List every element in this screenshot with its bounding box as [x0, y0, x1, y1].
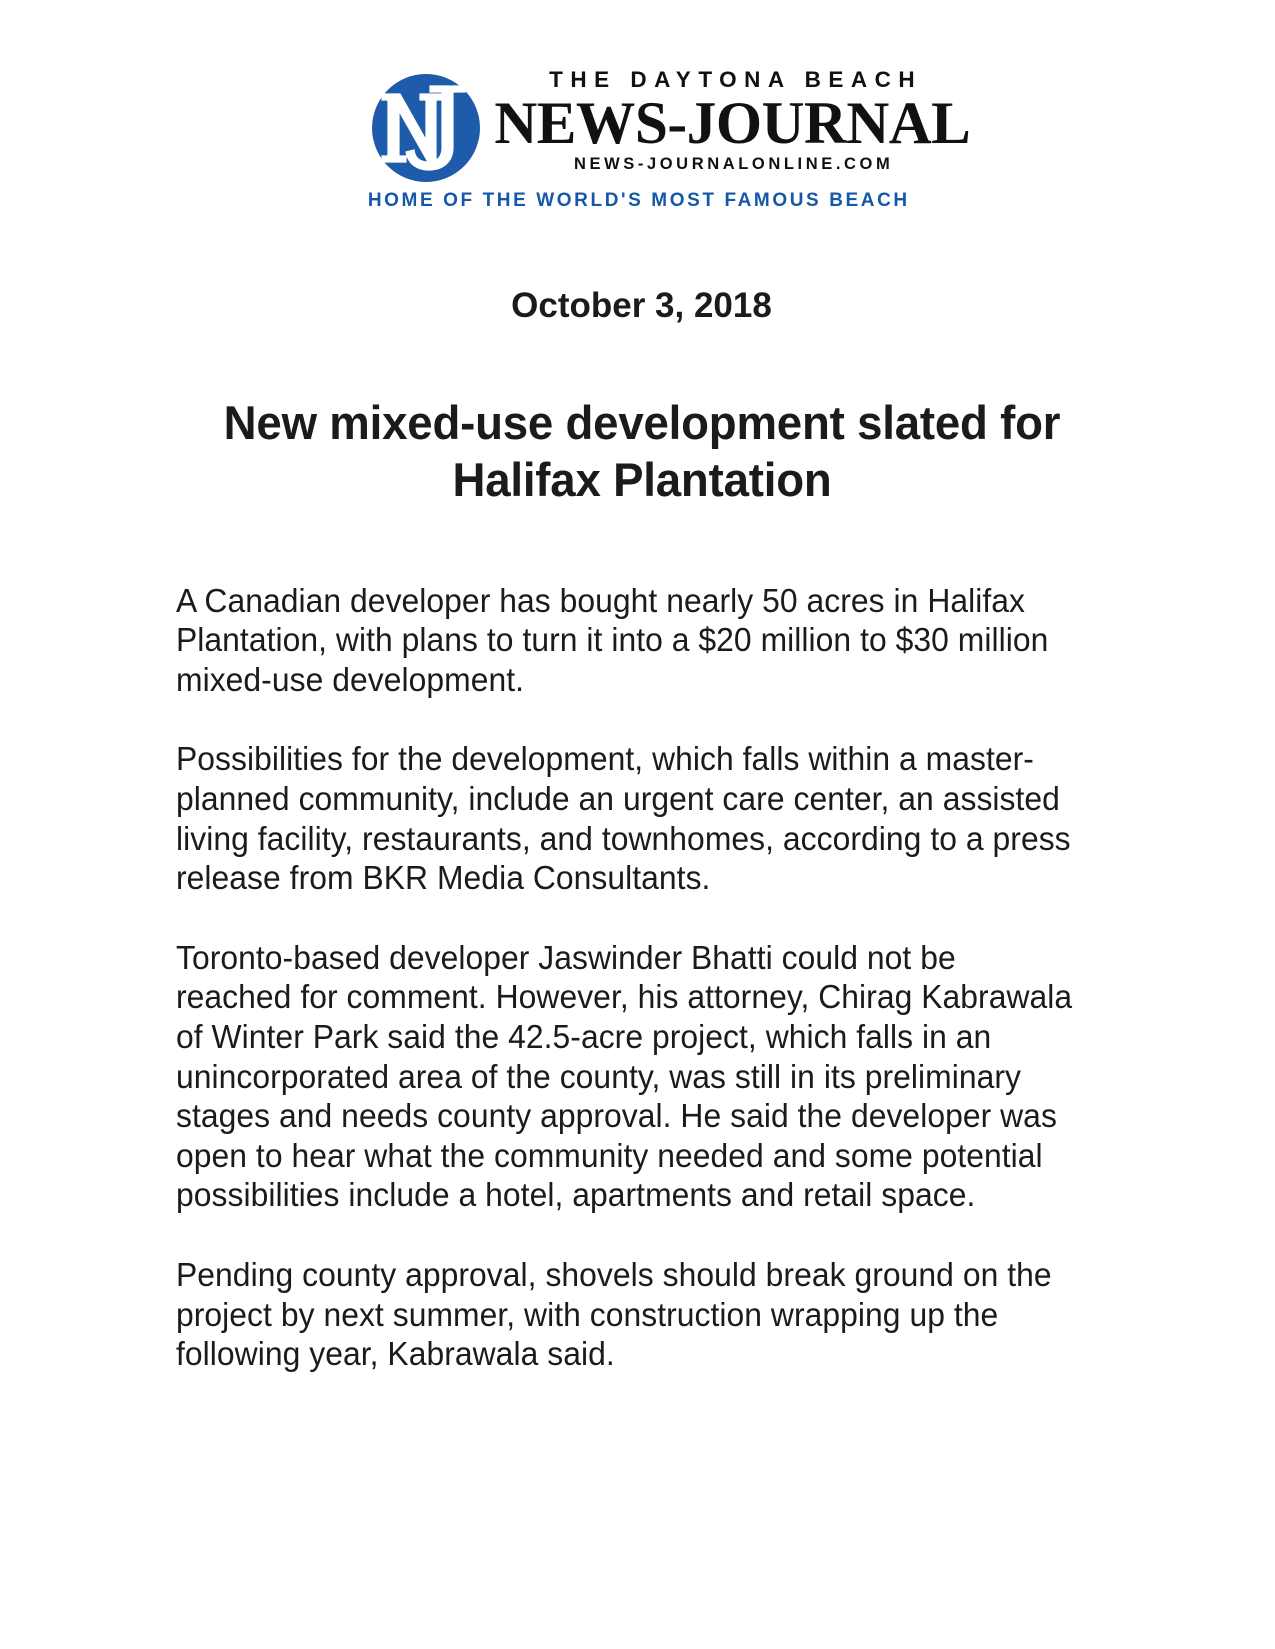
article-paragraph: Pending county approval, shovels should break ground on the project by next summer, with construction wrapping up the following year, Kabrawala said.: [175, 1255, 1052, 1373]
article-headline: New mixed-use development slated for Halifax Plantation: [223, 396, 1060, 507]
article-paragraph: A Canadian developer has bought nearly 50 acres in Halifax Plantation, with plans to turn it into a $20 million to $30 million mixed-use development.: [175, 581, 1048, 698]
article-paragraph: Toronto-based developer Jaswinder Bhatti could not be reached for comment. However, his attorney, Chirag Kabrawala of Winter Park said the 42.5-acre project, which falls in an unincorporated area of the county, was still in its preliminary stages and needs county approval. He said the developer was open to hear what the community needed and some potential possibilities include a hotel, apartments and retail space.: [175, 938, 1072, 1214]
newspaper-masthead: [0, 0, 1275, 210]
masthead-wordmark: [492, 69, 973, 177]
article-date: October 3, 2018: [511, 286, 772, 325]
masthead-kicker: THE DAYTONA BEACH: [549, 67, 923, 93]
news-journal-logo-icon: [368, 64, 486, 182]
masthead-tagline: HOME OF THE WORLD'S MOST FAMOUS BEACH: [367, 190, 910, 211]
article-paragraphs: [176, 581, 1108, 1374]
masthead-inner: [367, 64, 970, 211]
article-paragraph: Possibilities for the development, which falls within a master-planned community, include an urgent care center, an assisted living facility, restaurants, and townhomes, according to a press release from BKR Media Consultants.: [175, 740, 1071, 897]
article-body: [168, 286, 1108, 1374]
masthead-website-url: NEWS-JOURNALONLINE.COM: [573, 155, 894, 174]
masthead-nameplate: NEWS-JOURNAL: [493, 89, 970, 156]
masthead-top-row: [368, 64, 970, 182]
nj-monogram-icon: [368, 64, 486, 182]
